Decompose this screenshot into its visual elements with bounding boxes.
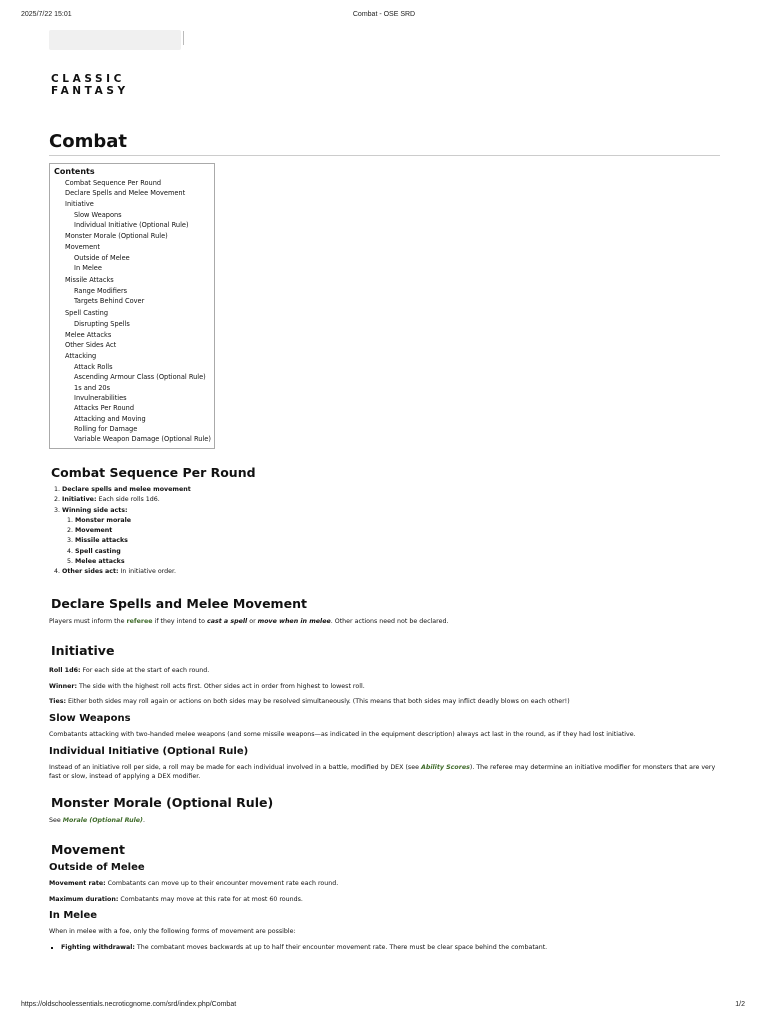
step-text: Each side rolls 1d6. [98, 496, 160, 504]
toc-subitem[interactable]: Invulnerabilities [74, 393, 127, 402]
heading-movement: Movement [51, 842, 126, 857]
step-label: Winning side acts: [62, 506, 128, 514]
toc-item [65, 351, 214, 445]
toc-subitem[interactable]: Rolling for Damage [74, 424, 138, 433]
section-monster-morale [49, 795, 720, 826]
toc-subitem[interactable]: Disrupting Spells [74, 319, 130, 328]
morale-text: See Morale (Optional Rule). [49, 817, 145, 824]
logo-divider [183, 31, 184, 45]
substep-label: Spell casting [75, 547, 121, 555]
toc-subitem[interactable]: Ascending Armour Class (Optional Rule) [74, 373, 206, 382]
section-declare [49, 596, 720, 627]
cast-spell-emphasis: cast a spell [207, 618, 248, 625]
individual-initiative-text: Instead of an initiative roll per side, a roll may be made for each individual involved in a battle, modified by DEX (see Ability Scores). The referee may determine an initiative modifier for monsters that are very fast or slow, instead of applying a DEX modifier. [49, 764, 716, 780]
toc-item [65, 231, 214, 241]
sequence-substep [75, 547, 720, 557]
logo-tagline: CLASSIC FANTASY [51, 73, 129, 97]
sequence-step [62, 506, 720, 568]
referee-link[interactable]: referee [126, 618, 153, 625]
print-datetime: 2025/7/22 15:01 [21, 11, 72, 18]
toc-link[interactable]: Combat Sequence Per Round [65, 179, 162, 187]
table-of-contents [49, 163, 215, 449]
melee-movement-list [49, 944, 720, 953]
substep-label: Melee attacks [75, 558, 125, 566]
toc-link[interactable]: Spell Casting [65, 308, 109, 317]
initiative-ties: Ties: Either both sides may roll again or actions on both sides may be resolved simultaneously. (This means that both sides may inflict deadly blows on each other!) [49, 698, 570, 705]
toc-sublist [65, 362, 214, 444]
melee-intro: When in melee with a foe, only the following forms of movement are possible: [49, 928, 296, 935]
toc-subitem[interactable]: Attacking and Moving [74, 414, 146, 423]
step-text: In initiative order. [120, 568, 177, 576]
print-footer [0, 1001, 768, 1013]
heading-outside-melee: Outside of Melee [49, 862, 145, 873]
toc-item [65, 242, 214, 274]
toc-item [65, 178, 214, 188]
move-melee-emphasis: move when in melee [257, 618, 331, 625]
heading-in-melee: In Melee [49, 910, 98, 921]
sequence-step [62, 495, 720, 505]
print-header [0, 11, 768, 23]
toc-subitem[interactable]: Attacks Per Round [74, 404, 135, 413]
step-label: Other sides act: [62, 568, 119, 576]
site-logo[interactable] [49, 26, 199, 97]
page-title: Combat [49, 131, 720, 156]
toc-link[interactable]: Monster Morale (Optional Rule) [65, 232, 168, 241]
step-label: Declare spells and melee movement [62, 486, 191, 493]
toc-subitem[interactable]: Slow Weapons [74, 210, 122, 219]
heading-slow-weapons: Slow Weapons [49, 713, 131, 724]
toc-subitem[interactable]: In Melee [74, 264, 102, 273]
toc-item [65, 199, 214, 231]
toc-link[interactable]: Attacking [65, 351, 97, 360]
substep-label: Movement [75, 527, 113, 535]
toc-link[interactable]: Melee Attacks [65, 331, 112, 340]
section-initiative [49, 643, 720, 707]
toc-link[interactable]: Other Sides Act [65, 341, 117, 350]
toc-link[interactable]: Missile Attacks [65, 275, 114, 284]
sequence-step [62, 485, 720, 495]
toc-link[interactable]: Movement [65, 242, 100, 251]
toc-sublist [65, 210, 214, 231]
slow-weapons-text: Combatants attacking with two-handed melee weapons (and some missile weapons—as indicated in the equipment description) always act last in the round, as if they had lost initiative. [49, 731, 636, 738]
toc-subitem[interactable]: Outside of Melee [74, 254, 130, 263]
declare-paragraph: Players must inform the referee if they intend to cast a spell or move when in melee. Other actions need not be declared. [49, 618, 449, 625]
toc-item [65, 330, 214, 340]
logo-mark [49, 30, 181, 50]
toc-title: Contents [54, 167, 95, 176]
print-title: Combat - OSE SRD [352, 11, 416, 18]
toc-item [65, 275, 214, 307]
heading-monster-morale: Monster Morale (Optional Rule) [51, 795, 274, 810]
toc-item [65, 308, 214, 330]
toc-sublist [65, 286, 214, 307]
sequence-list [49, 485, 720, 578]
list-item: ▪ Fighting withdrawal: The combatant moves backwards at up to half their encounter movement rate. There must be clear space behind the combatant. [61, 944, 720, 953]
print-url: https://oldschoolessentials.necroticgnome.com/srd/index.php/Combat [21, 1001, 237, 1008]
toc-subitem[interactable]: Targets Behind Cover [74, 297, 145, 306]
sequence-substeps [62, 516, 720, 567]
main-content [49, 131, 720, 951]
sequence-step [62, 567, 720, 577]
sequence-substep [75, 536, 720, 546]
toc-link[interactable]: Initiative [65, 199, 94, 208]
step-label: Initiative: [62, 496, 97, 504]
toc-item [65, 188, 214, 198]
sequence-substep [75, 526, 720, 536]
sequence-substep [75, 557, 720, 567]
substep-label: Monster morale [75, 516, 132, 524]
toc-subitem[interactable]: 1s and 20s [74, 383, 111, 392]
section-movement [49, 842, 720, 952]
heading-initiative: Initiative [51, 643, 115, 658]
toc-sublist [65, 253, 214, 274]
section-individual-initiative [49, 745, 720, 781]
initiative-roll: Roll 1d6: For each side at the start of each round. [49, 667, 210, 674]
movement-rate: Movement rate: Combatants can move up to their encounter movement rate each round. [49, 880, 339, 887]
toc-subitem[interactable]: Attack Rolls [74, 363, 113, 372]
heading-combat-sequence: Combat Sequence Per Round [51, 465, 256, 480]
ability-scores-link[interactable]: Ability Scores [420, 764, 470, 771]
toc-list [54, 178, 214, 444]
toc-sublist [65, 319, 214, 329]
heading-declare: Declare Spells and Melee Movement [51, 596, 307, 611]
toc-subitem[interactable]: Variable Weapon Damage (Optional Rule) [74, 435, 211, 444]
substep-label: Missile attacks [75, 537, 128, 545]
print-page-number: 1/2 [735, 1001, 745, 1008]
initiative-winner: Winner: The side with the highest roll acts first. Other sides act in order from highest to lowest roll. [49, 682, 365, 690]
toc-link[interactable]: Declare Spells and Melee Movement [65, 189, 186, 198]
heading-individual-initiative: Individual Initiative (Optional Rule) [49, 746, 249, 757]
movement-duration: Maximum duration: Combatants may move at this rate for at most 60 rounds. [49, 895, 303, 903]
section-combat-sequence [49, 465, 720, 578]
morale-link[interactable]: Morale (Optional Rule) [62, 817, 143, 824]
toc-subitem[interactable]: Range Modifiers [74, 286, 128, 295]
sequence-substep [75, 516, 720, 526]
toc-item [65, 340, 214, 350]
toc-subitem[interactable]: Individual Initiative (Optional Rule) [74, 221, 189, 230]
section-slow-weapons [49, 712, 720, 740]
